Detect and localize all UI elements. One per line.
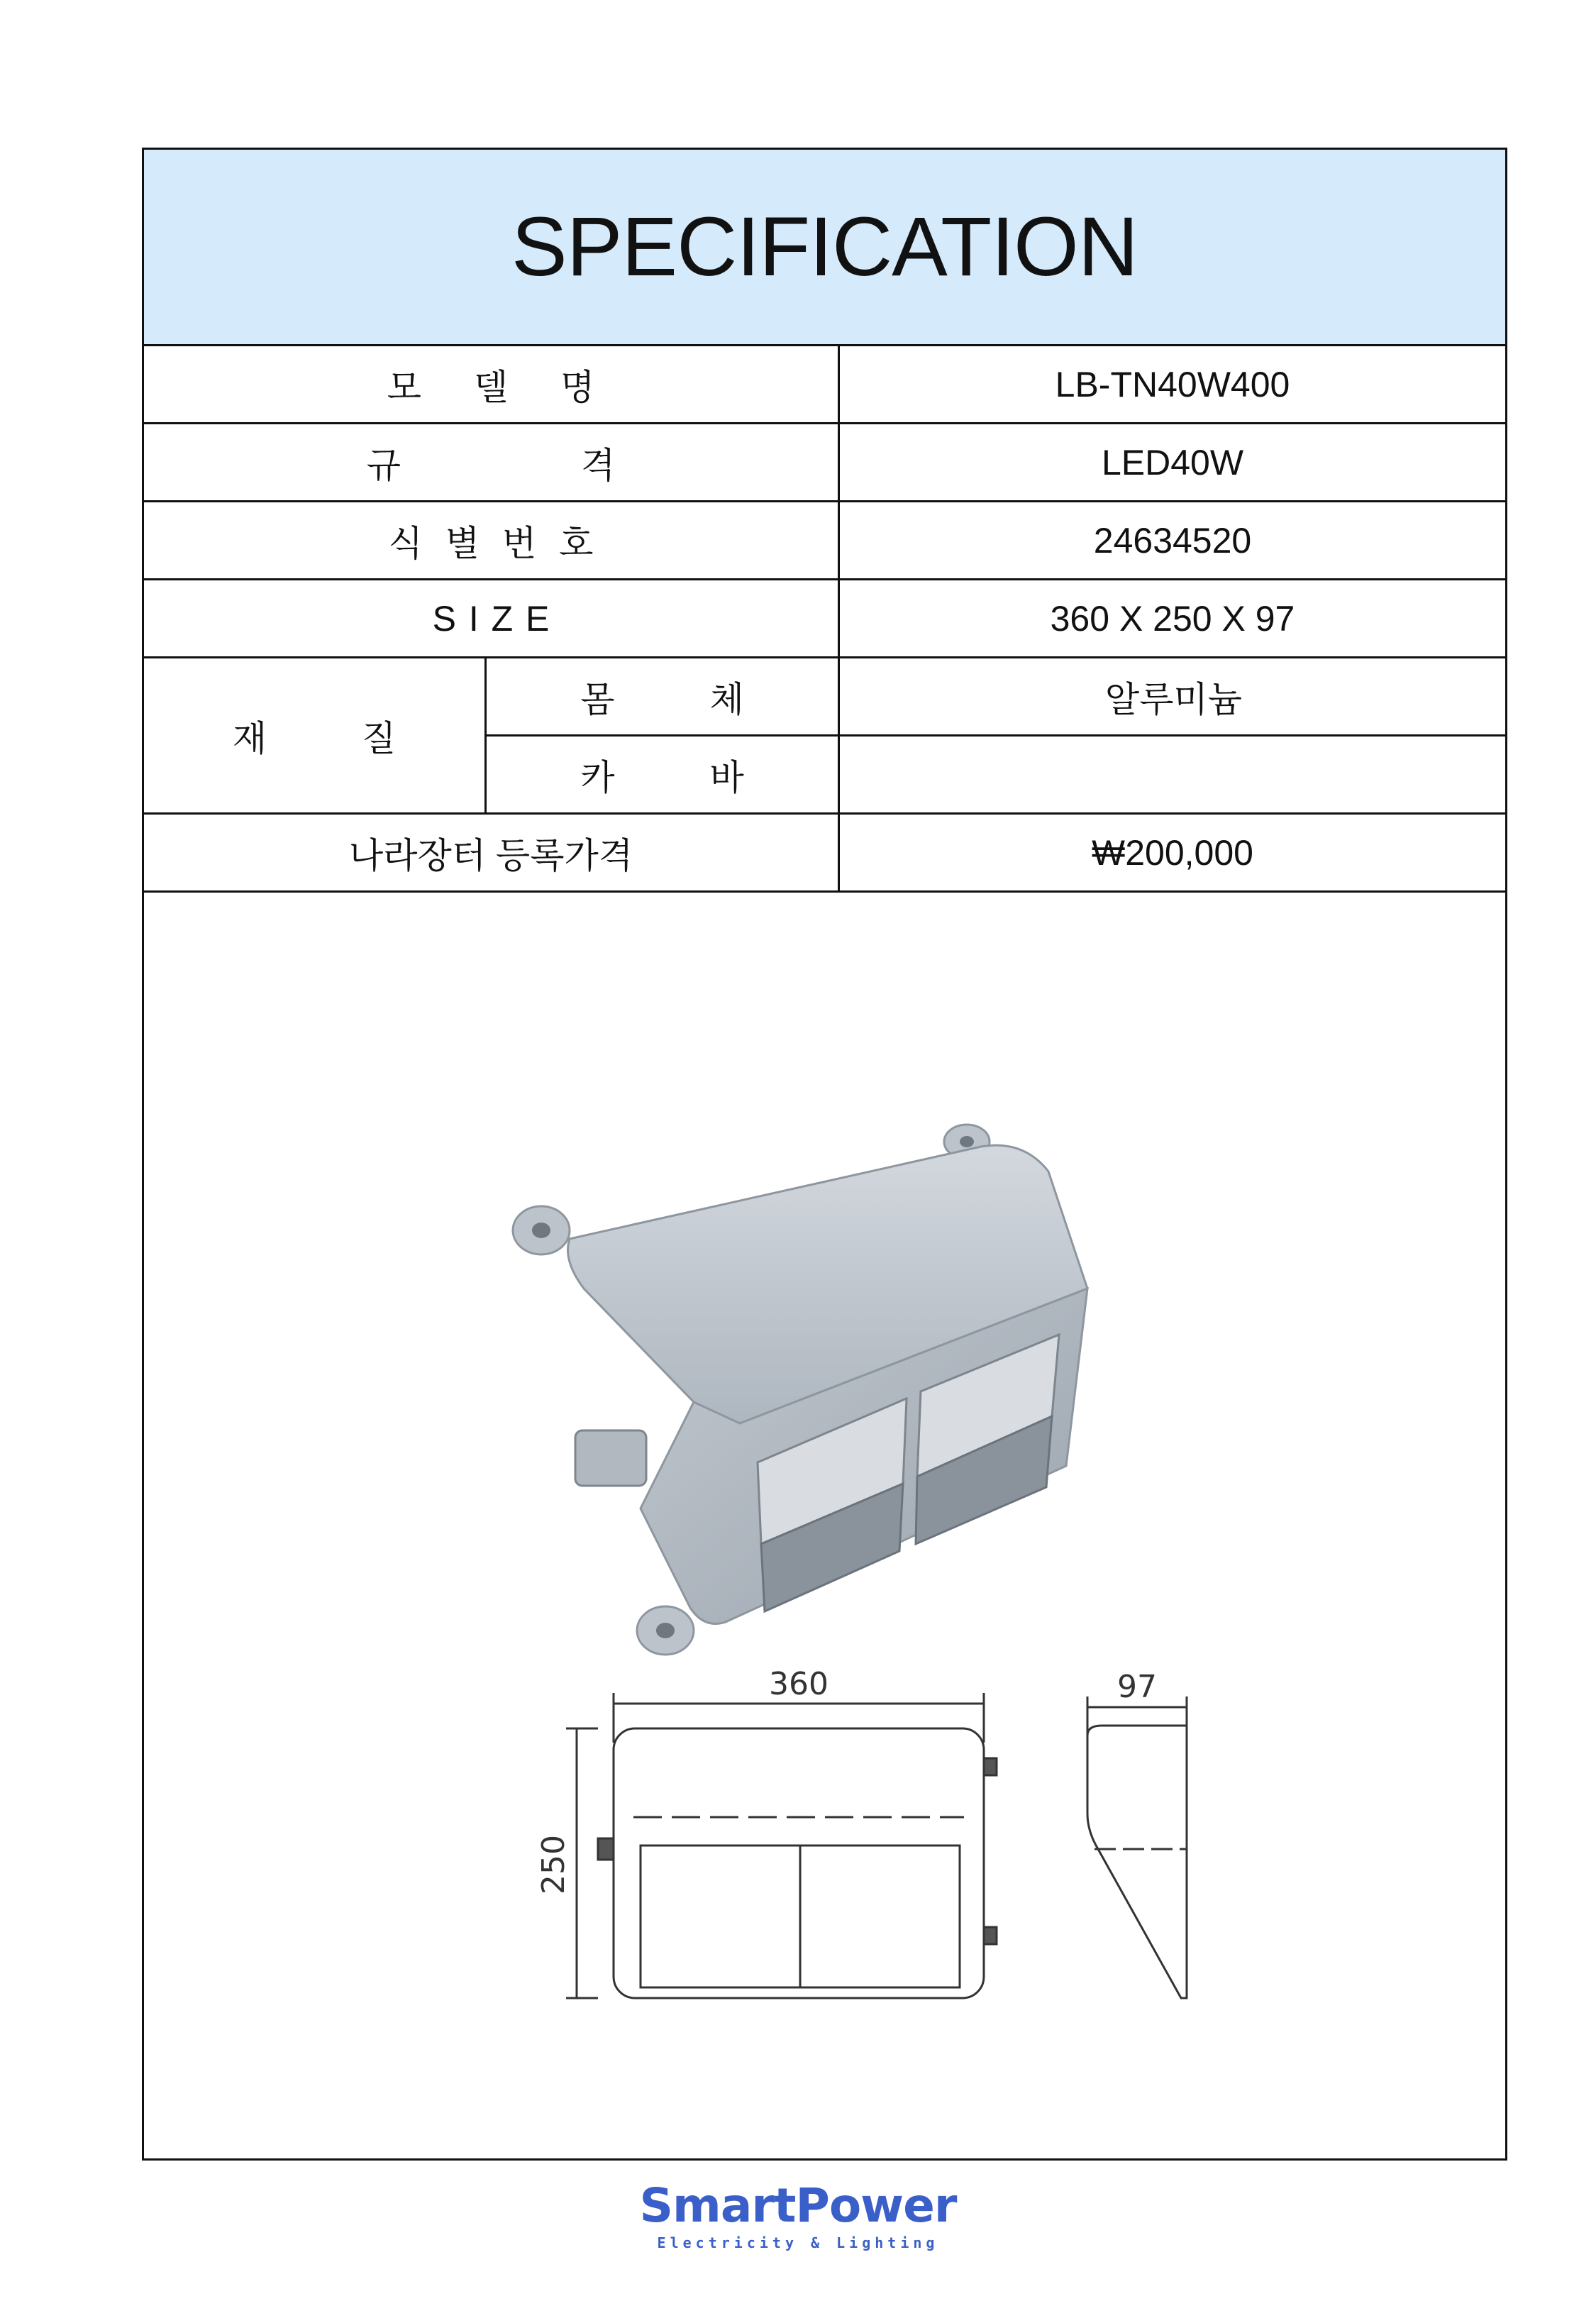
width-dimension-label: 360 — [769, 1666, 829, 1702]
page-title: SPECIFICATION — [511, 200, 1138, 294]
model-label: 모 델 명 — [144, 346, 840, 422]
title-band — [144, 150, 1505, 346]
row-size — [144, 580, 1505, 658]
spec-value: LED40W — [1101, 442, 1244, 482]
body-label: 몸 체 — [487, 658, 840, 734]
row-model — [144, 346, 1505, 424]
cover-value — [840, 737, 1507, 812]
material-label: 재 질 — [144, 658, 487, 815]
product-illustration — [144, 891, 1505, 2161]
brand-logo — [0, 2178, 1596, 2251]
spec-sheet — [142, 148, 1507, 2161]
row-id — [144, 502, 1505, 580]
luminaire-photo — [513, 1125, 1087, 1655]
brand-name: SmartPower — [639, 2178, 957, 2233]
brand-tagline: Electricity & Lighting — [657, 2234, 939, 2251]
size-value: 360 X 250 X 97 — [1050, 598, 1295, 639]
id-label: 식 별 번 호 — [144, 502, 840, 578]
spec-label: 규 격 — [144, 424, 840, 500]
model-value: LB-TN40W400 — [1055, 364, 1290, 404]
product-image-area — [144, 891, 1505, 2161]
size-label: S I Z E — [144, 580, 840, 656]
depth-dimension-label: 97 — [1117, 1669, 1157, 1705]
row-spec — [144, 424, 1505, 502]
front-view-drawing — [566, 1693, 997, 1998]
row-material-body — [487, 658, 1507, 737]
price-label: 나라장터 등록가격 — [144, 815, 840, 890]
side-view-drawing — [1087, 1697, 1187, 1998]
body-value: 알루미늄 — [1104, 679, 1243, 719]
row-price — [144, 815, 1505, 893]
height-dimension-label: 250 — [536, 1835, 572, 1894]
row-material-cover — [487, 737, 1507, 815]
cover-label: 카 바 — [487, 737, 840, 812]
id-value: 24634520 — [1093, 520, 1252, 561]
price-value: ₩200,000 — [1092, 832, 1253, 873]
